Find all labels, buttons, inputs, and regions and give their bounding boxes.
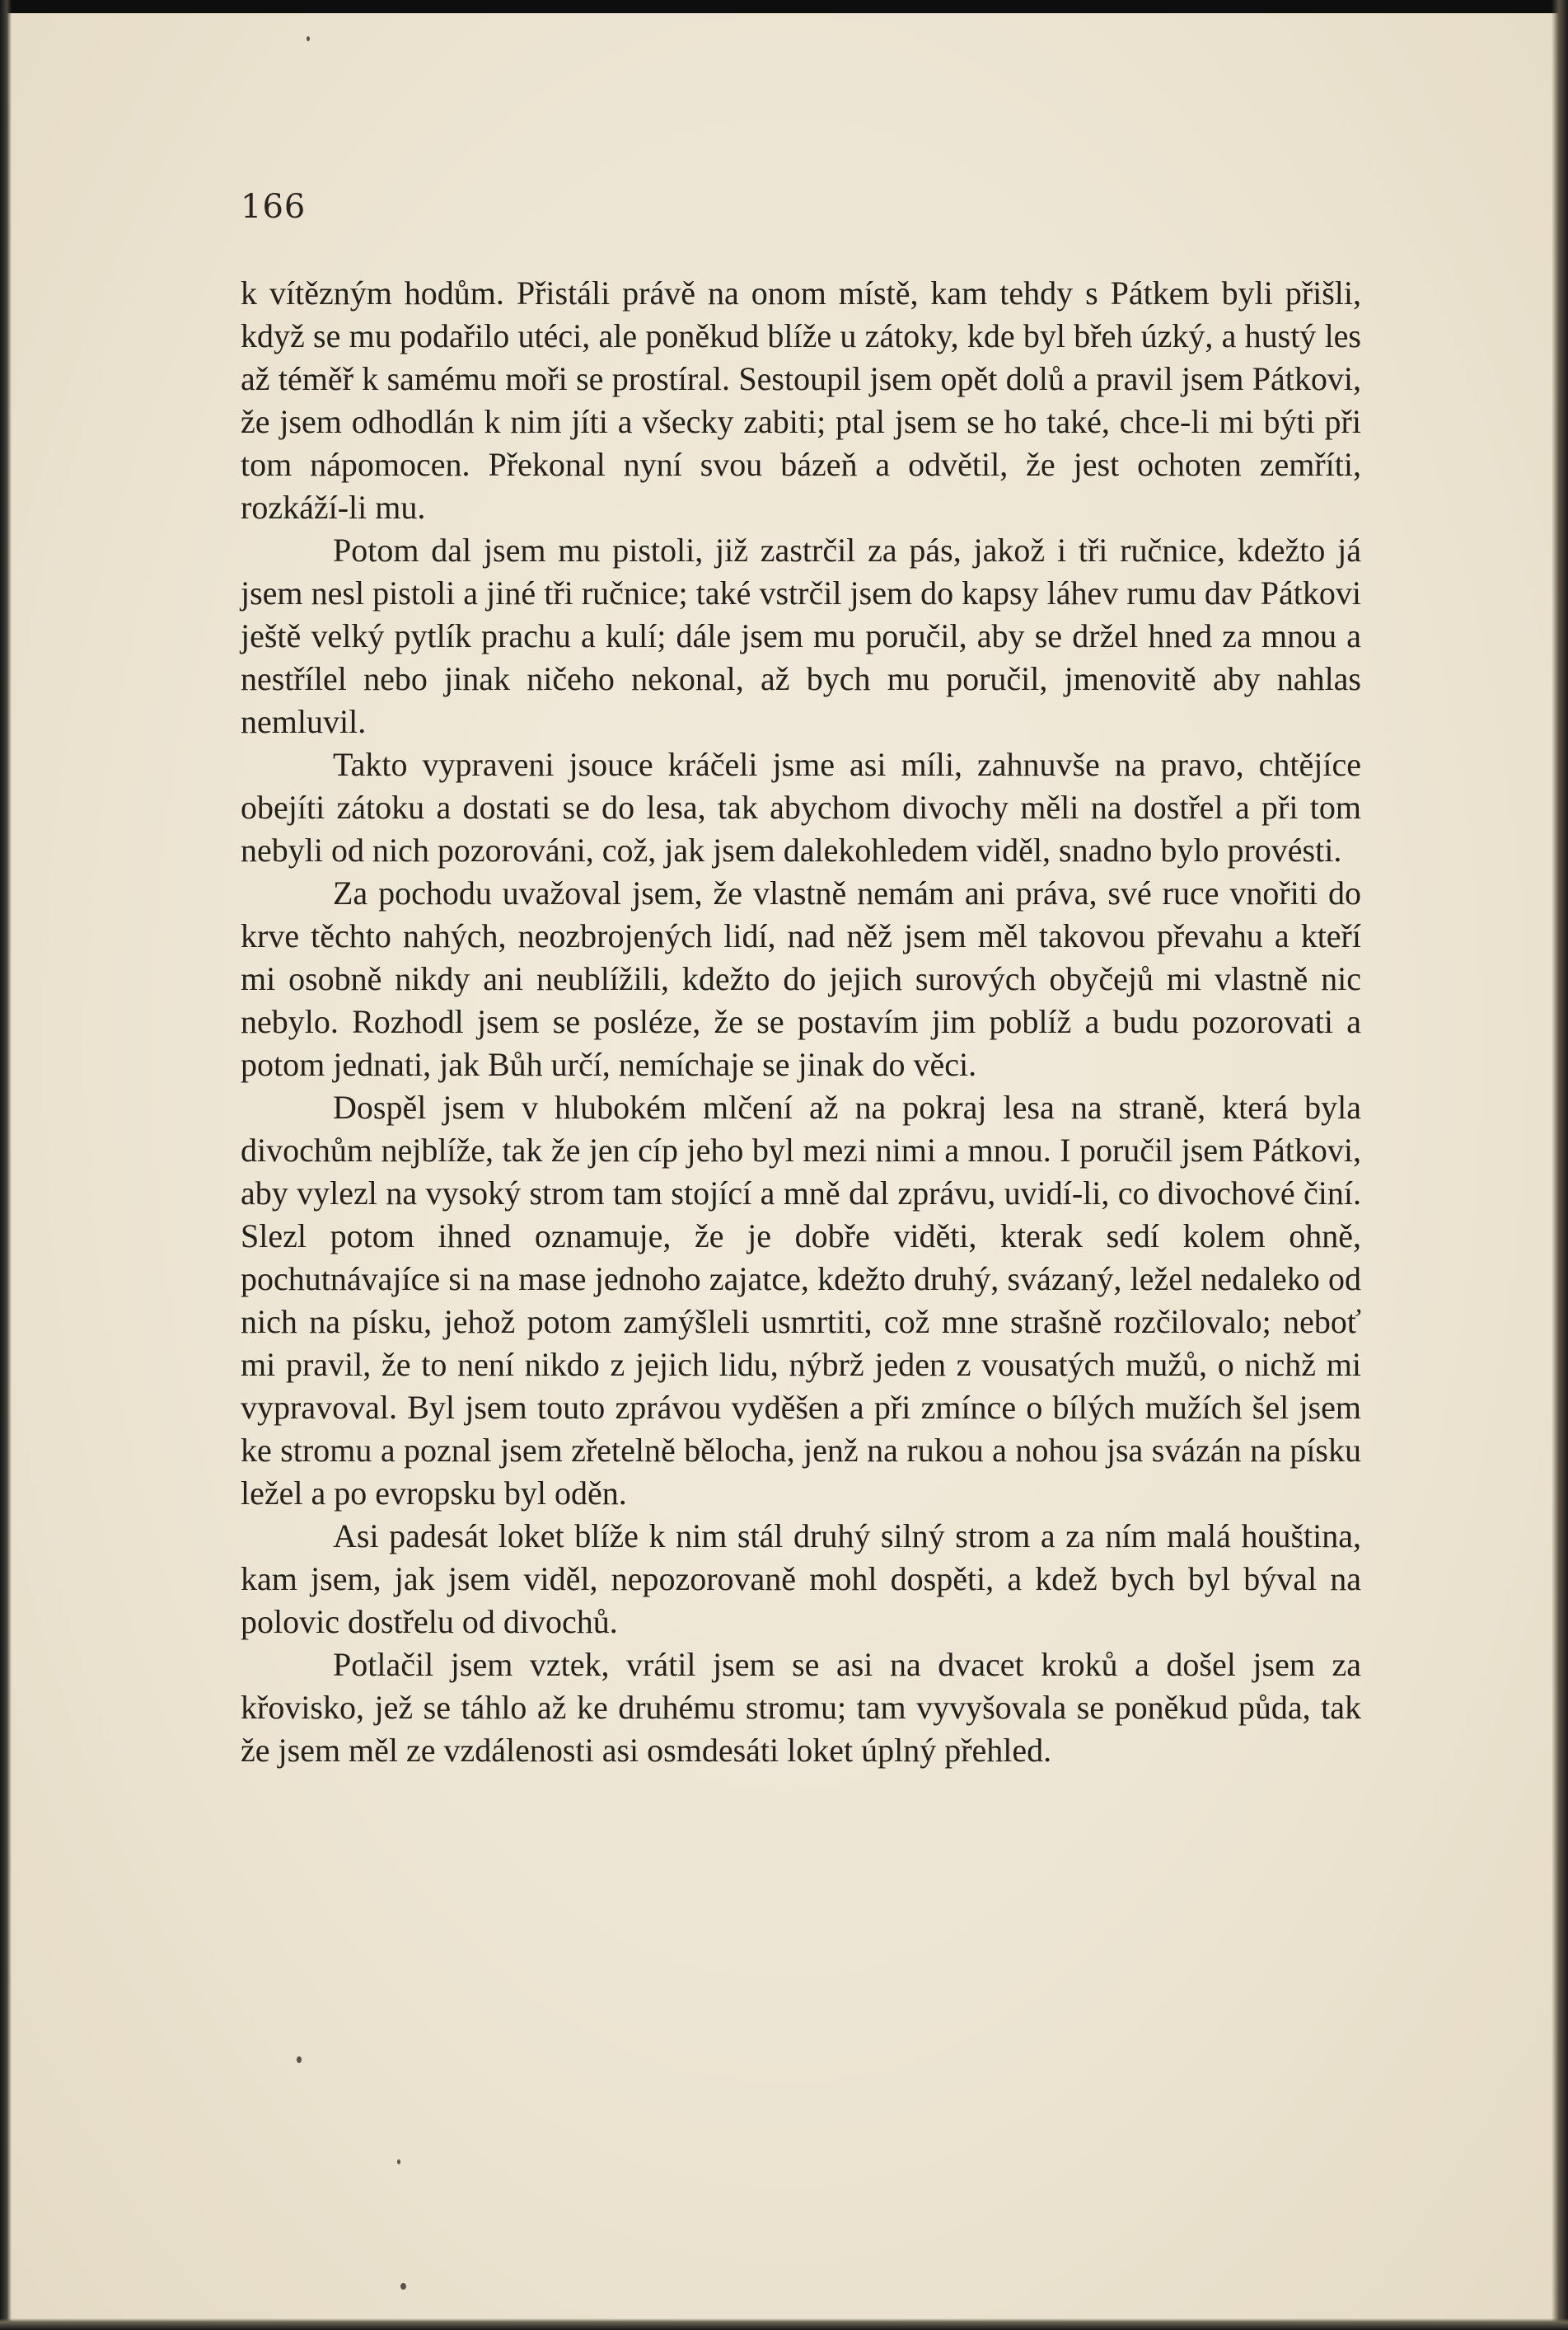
paper-speck: [307, 36, 310, 41]
body-text: [241, 272, 1361, 1772]
scan-border-left: [0, 0, 12, 2330]
paragraph-7: Potlačil jsem vztek, vrátil jsem se asi na dvacet kroků a došel jsem za křovisko, jež se táhlo až ke druhému stromu; tam vyvyšovala se poněkud půda, tak že jsem měl ze vzdálenosti asi osmdesáti loket úplný přehled.: [241, 1646, 1361, 1769]
scan-border-top: [0, 0, 1568, 13]
paragraph-2: Potom dal jsem mu pistoli, již zastrčil za pás, jakož i tři ručnice, kdežto já jsem nesl pistoli a jiné tři ručnice; také vstrčil jsem do kapsy láhev rumu dav Pátkovi ještě velký pytlík prachu a kulí; dále jsem mu poručil, aby se držel hned za mnou a nestřílel nebo jinak ničeho nekonal, až bych mu poručil, jmenovitě aby nahlas nemluvil.: [241, 532, 1361, 740]
paragraph-4: Za pochodu uvažoval jsem, že vlastně nemám ani práva, své ruce vnořiti do krve těchto nahých, neozbrojených lidí, nad něž jsem měl takovou převahu a kteří mi osobně nikdy ani neublížili, kdežto do jejich surových obyčejů mi vlastně nic nebylo. Rozhodl jsem se posléze, že se postavím jim poblíž a budu pozorovati a potom jednati, jak Bůh určí, nemíchaje se jinak do věci.: [241, 874, 1361, 1083]
paragraph-1: k vítězným hodům. Přistáli právě na onom místě, kam tehdy s Pátkem byli přišli, když se mu podařilo utéci, ale poněkud blíže u zátoky, kde byl břeh úzký, a hustý les až téměř k samému moři se prostíral. Sestoupil jsem opět dolů a pravil jsem Pátkovi, že jsem odhodlán k nim jíti a všecky zabiti; ptal jsem se ho také, chce-li mi býti při tom nápomocen. Překonal nyní svou bázeň a odvětil, že jest ochoten zemříti, rozkáží-li mu.: [241, 274, 1361, 526]
paragraph-3: Takto vypraveni jsouce kráčeli jsme asi míli, zahnuvše na pravo, chtějíce obejíti zátoku a dostati se do lesa, tak abychom divochy měli na dostřel a při tom nebyli od nich pozorováni, což, jak jsem dalekohledem viděl, snadno bylo provésti.: [241, 746, 1361, 869]
scan-border-right: [1552, 0, 1568, 2330]
paragraph-6: Asi padesát loket blíže k nim stál druhý silný strom a za ním malá houština, kam jsem, jak jsem viděl, nepozorovaně mohl dospěti, a kdež bych byl býval na polovic dostřelu od divochů.: [241, 1517, 1361, 1640]
page-number: 166: [241, 188, 307, 226]
paragraph-5: Dospěl jsem v hlubokém mlčení až na pokraj lesa na straně, která byla divochům nejblíže, tak že jen cíp jeho byl mezi nimi a mnou. I poručil jsem Pátkovi, aby vylezl na vysoký strom tam stojící a mně dal zprávu, uvidí-li, co divochové činí. Slezl potom ihned oznamuje, že je dobře viděti, kterak sedí kolem ohně, pochutnávajíce si na mase jednoho zajatce, kdežto druhý, svázaný, ležel nedaleko od nich na písku, jehož potom zamýšleli usmrtiti, což mne strašně rozčilovalo; neboť mi pravil, že to není nikdo z jejich lidu, nýbrž jeden z vousatých mužů, o nichž mi vypravoval. Byl jsem touto zprávou vyděšen a při zmínce o bílých mužích šel jsem ke stromu a poznal jsem zřetelně bělocha, jenž na rukou a nohou jsa svázán na písku ležel a po evropsku byl oděn.: [241, 1089, 1361, 1512]
paper-speck: [400, 2283, 406, 2290]
scan-border-bottom: [0, 2318, 1568, 2330]
paper-speck: [397, 2159, 400, 2164]
paper-speck: [297, 2056, 302, 2063]
